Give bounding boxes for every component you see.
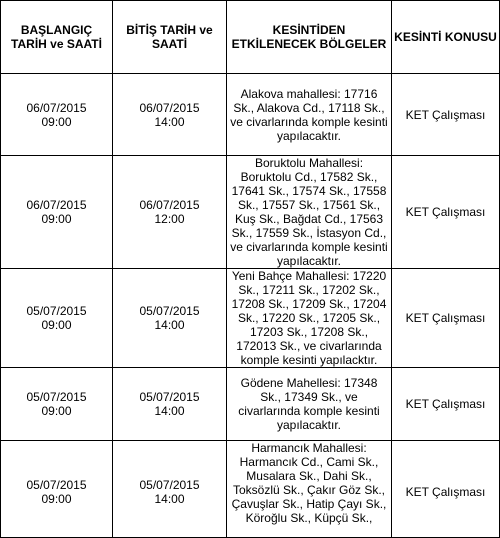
outage-subject-cell: KET Çalışması [392, 441, 500, 538]
affected-regions-cell: Alakova mahallesi: 17716 Sk., Alakova Cd., 17118 Sk., ve civarlarında komple kesinti yapılacaktır. [227, 74, 392, 156]
start-datetime-cell [1, 74, 113, 156]
start-time: 09:00 [41, 114, 72, 129]
end-datetime-cell [113, 74, 227, 156]
start-time: 09:00 [41, 492, 72, 506]
end-datetime-cell [113, 441, 227, 538]
start-date: 05/07/2015 [26, 478, 87, 492]
table-row [1, 269, 500, 368]
outage-subject-cell: KET Çalışması [392, 269, 500, 368]
start-time: 09:00 [41, 318, 72, 332]
outage-subject-cell: KET Çalışması [392, 74, 500, 156]
end-datetime-cell [113, 368, 227, 441]
end-time: 12:00 [154, 212, 185, 226]
start-date: 05/07/2015 [26, 390, 87, 404]
header-start-datetime: BAŞLANGIÇ TARİH ve SAATİ [1, 1, 113, 74]
end-time: 14:00 [154, 404, 185, 418]
start-datetime-cell [1, 269, 113, 368]
affected-regions-cell: Yeni Bahçe Mahallesi: 17220 Sk., 17211 Sk., 17202 Sk., 17208 Sk., 17209 Sk., 17204 Sk., 17220 Sk., 17205 Sk., 17203 Sk., 17208 Sk., 172013 Sk., ve civarlarında komple kesinti yapılacktır. [227, 269, 392, 368]
table-row [1, 74, 500, 156]
end-date: 06/07/2015 [139, 100, 200, 115]
table-header-row [1, 1, 500, 74]
start-date: 05/07/2015 [26, 304, 87, 318]
end-datetime-cell [113, 269, 227, 368]
start-time: 09:00 [41, 212, 72, 226]
end-date: 05/07/2015 [139, 304, 200, 318]
start-datetime-cell [1, 441, 113, 538]
end-date: 05/07/2015 [139, 390, 200, 404]
end-time: 14:00 [154, 114, 185, 129]
end-datetime-cell [113, 156, 227, 269]
header-end-datetime: BİTİŞ TARİH ve SAATİ [113, 1, 227, 74]
end-time: 14:00 [154, 318, 185, 332]
end-date: 06/07/2015 [139, 198, 200, 212]
affected-regions-cell: Gödene Mahellesi: 17348 Sk., 17349 Sk., ve civarlarında komple kesinti yapılacaktır. [227, 368, 392, 441]
table-row [1, 441, 500, 538]
table-row [1, 368, 500, 441]
start-datetime-cell [1, 368, 113, 441]
table-row [1, 156, 500, 269]
end-date: 05/07/2015 [139, 478, 200, 492]
end-time: 14:00 [154, 492, 185, 506]
start-time: 09:00 [41, 404, 72, 418]
start-date: 06/07/2015 [26, 198, 87, 212]
header-affected-regions: KESİNTİDEN ETKİLENECEK BÖLGELER [227, 1, 392, 74]
start-datetime-cell [1, 156, 113, 269]
header-outage-subject: KESİNTİ KONUSU [392, 1, 500, 74]
start-date: 06/07/2015 [26, 100, 87, 115]
affected-regions-cell: Boruktolu Mahallesi: Boruktolu Cd., 17582 Sk., 17641 Sk., 17574 Sk., 17558 Sk., 17557 Sk., 17561 Sk., Kuş Sk., Bağdat Cd., 17563 Sk., 17559 Sk., İstasyon Cd., ve civarlarında komple kesinti yapılacaktır. [227, 156, 392, 269]
affected-regions-cell: Harmancık Mahallesi: Harmancık Cd., Cami Sk., Musalara Sk., Dahi Sk., Toksözlü Sk., Çakır Göz Sk., Çavuşlar Sk., Hatip Çayı Sk., Köroğlu Sk., Küpçü Sk., [227, 441, 392, 538]
outage-subject-cell: KET Çalışması [392, 156, 500, 269]
outage-subject-cell: KET Çalışması [392, 368, 500, 441]
